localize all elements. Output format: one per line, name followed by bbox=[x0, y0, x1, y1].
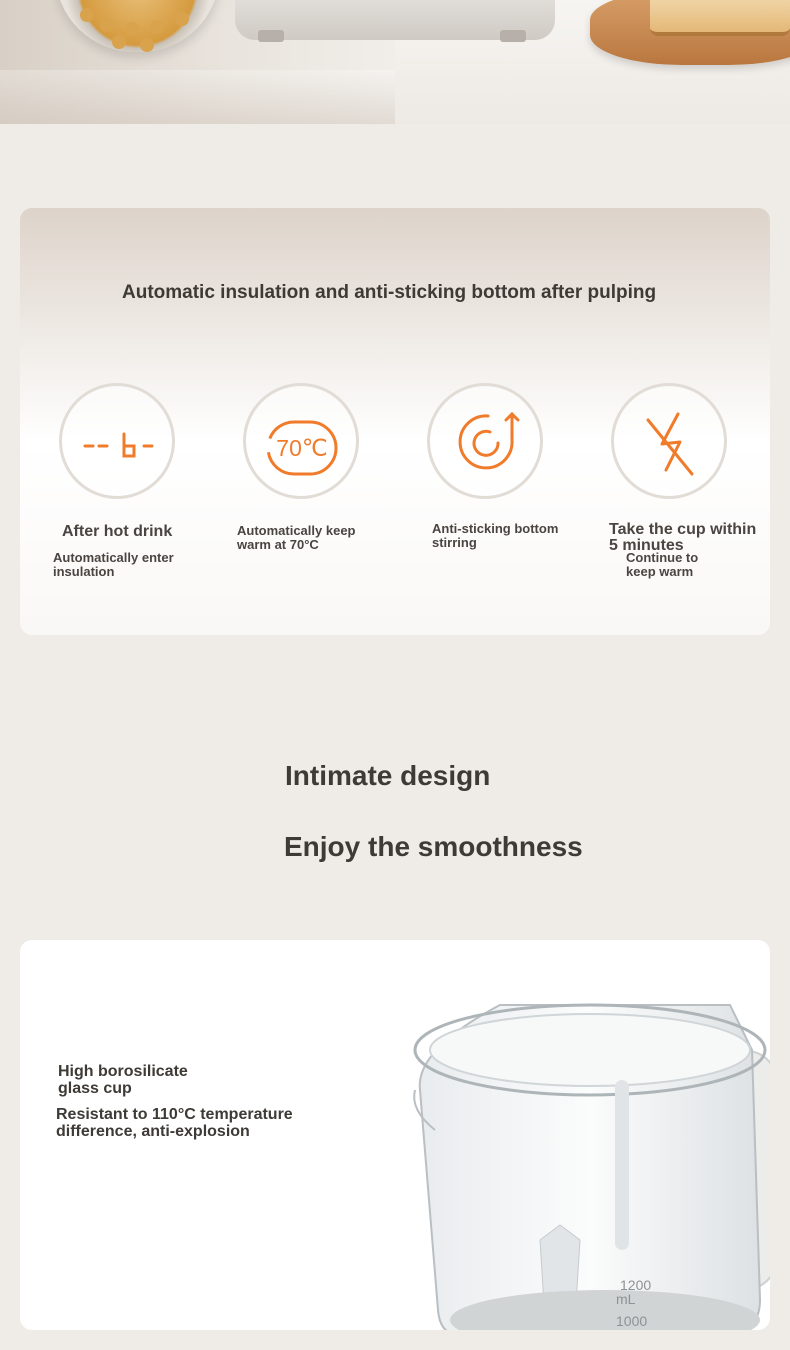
insulation-title: Automatic insulation and anti-sticking bottom after pulping bbox=[122, 282, 657, 303]
power-bolt-icon bbox=[611, 383, 727, 499]
glass-spec-material: High borosilicate glass cup bbox=[58, 1063, 188, 1097]
scale-mark-1000: 1000 bbox=[616, 1313, 648, 1329]
soybean bbox=[150, 20, 164, 34]
soybean bbox=[140, 38, 154, 52]
feature-1-main: After hot drink bbox=[62, 523, 173, 540]
temperature-70-icon bbox=[243, 383, 359, 499]
insulation-card bbox=[20, 208, 770, 635]
glass-cup-card bbox=[20, 940, 770, 1330]
bread-image bbox=[650, 0, 790, 36]
soybean bbox=[175, 12, 189, 26]
stirring-icon bbox=[427, 383, 543, 499]
soybean bbox=[100, 18, 114, 32]
hero-photo bbox=[0, 0, 790, 124]
feature-3-sub: Anti-sticking bottom stirring bbox=[432, 521, 559, 550]
display-b-icon bbox=[59, 383, 175, 499]
scale-mark-1200: 1200 bbox=[620, 1277, 652, 1293]
glass-spec-resistance: Resistant to 110°C temperature difference, anti-explosion bbox=[56, 1106, 293, 1140]
feature-1-sub: Automatically enter insulation bbox=[53, 550, 174, 579]
soybean bbox=[125, 22, 139, 36]
smoothness-heading: Enjoy the smoothness bbox=[284, 831, 583, 862]
machine-foot bbox=[500, 30, 526, 42]
scale-mark-ml: mL bbox=[616, 1291, 636, 1307]
temperature-text: 70℃ bbox=[276, 435, 328, 461]
glass-cup-image bbox=[380, 990, 770, 1330]
soybean bbox=[80, 8, 94, 22]
feature-4-sub: Continue to keep warm bbox=[626, 550, 699, 579]
machine-foot bbox=[258, 30, 284, 42]
feature-4-main: Take the cup within 5 minutes bbox=[609, 521, 757, 554]
design-heading: Intimate design bbox=[285, 760, 491, 791]
countertop-reflection bbox=[0, 70, 395, 124]
feature-2-sub: Automatically keep warm at 70°C bbox=[237, 523, 356, 552]
soybean bbox=[112, 35, 126, 49]
